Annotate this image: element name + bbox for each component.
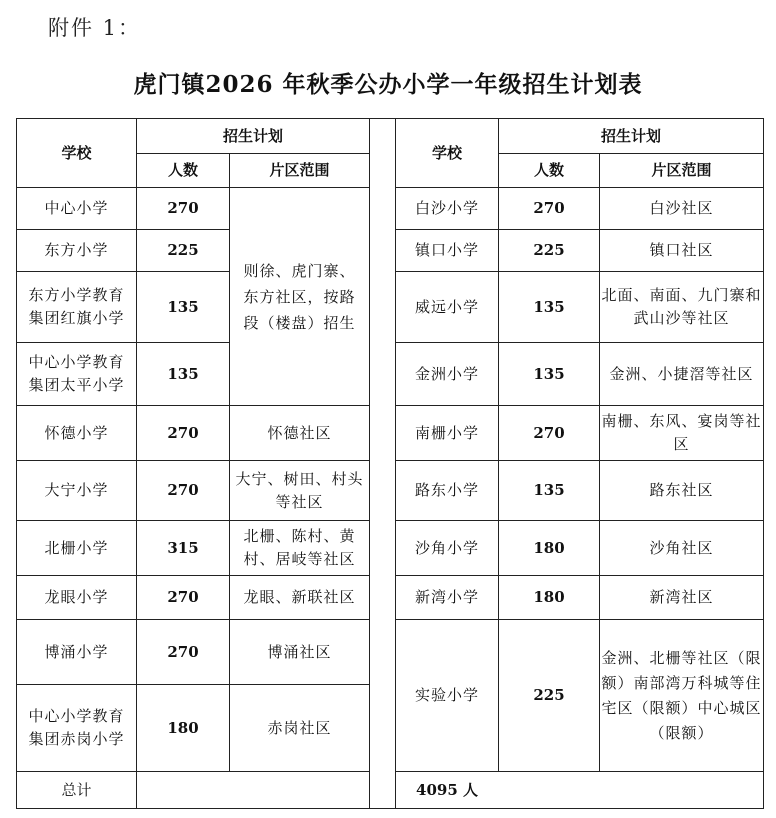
enrollment-count: 270 xyxy=(499,188,600,230)
enrollment-count: 225 xyxy=(499,230,600,272)
header-plan-left: 招生计划 xyxy=(137,119,370,154)
enrollment-count: 270 xyxy=(137,188,230,230)
column-gap xyxy=(370,119,396,809)
school-name: 新湾小学 xyxy=(396,576,499,620)
header-plan-right: 招生计划 xyxy=(499,119,764,154)
page-title: 虎门镇2026 年秋季公办小学一年级招生计划表 xyxy=(133,71,643,98)
area-range: 南栅、东风、宴岗等社区 xyxy=(600,406,764,461)
header-count-left: 人数 xyxy=(137,154,230,188)
enrollment-count: 135 xyxy=(499,343,600,406)
enrollment-count: 225 xyxy=(137,230,230,272)
school-name: 东方小学 xyxy=(17,230,137,272)
school-name: 威远小学 xyxy=(396,272,499,343)
total-value: 4095 人 xyxy=(396,772,764,809)
school-name: 大宁小学 xyxy=(17,461,137,521)
attachment-label: 附件 1： xyxy=(48,16,142,40)
school-name: 北栅小学 xyxy=(17,521,137,576)
header-row-1 xyxy=(17,119,764,154)
school-name: 东方小学教育集团红旗小学 xyxy=(17,272,137,343)
area-range: 镇口社区 xyxy=(600,230,764,272)
school-name: 镇口小学 xyxy=(396,230,499,272)
school-name: 中心小学 xyxy=(17,188,137,230)
area-range: 金洲、小捷滘等社区 xyxy=(600,343,764,406)
area-range: 北栅、陈村、黄村、居岐等社区 xyxy=(230,521,370,576)
enrollment-count: 225 xyxy=(499,620,600,772)
enrollment-count: 270 xyxy=(137,576,230,620)
enrollment-count: 180 xyxy=(499,576,600,620)
enrollment-count: 180 xyxy=(499,521,600,576)
header-area-right: 片区范围 xyxy=(600,154,764,188)
area-range: 赤岗社区 xyxy=(230,685,370,772)
area-range: 白沙社区 xyxy=(600,188,764,230)
school-name: 博涌小学 xyxy=(17,620,137,685)
enrollment-count: 270 xyxy=(137,620,230,685)
enrollment-count: 135 xyxy=(137,343,230,406)
school-name: 中心小学教育集团太平小学 xyxy=(17,343,137,406)
enrollment-count: 135 xyxy=(499,272,600,343)
enrollment-count: 315 xyxy=(137,521,230,576)
school-name: 龙眼小学 xyxy=(17,576,137,620)
school-name: 南栅小学 xyxy=(396,406,499,461)
school-name: 沙角小学 xyxy=(396,521,499,576)
header-count-right: 人数 xyxy=(499,154,600,188)
enrollment-count: 135 xyxy=(137,272,230,343)
enrollment-count: 180 xyxy=(137,685,230,772)
header-school-left: 学校 xyxy=(17,119,137,188)
enrollment-count: 270 xyxy=(499,406,600,461)
header-area-left: 片区范围 xyxy=(230,154,370,188)
header-school-right: 学校 xyxy=(396,119,499,188)
area-range: 路东社区 xyxy=(600,461,764,521)
school-name: 白沙小学 xyxy=(396,188,499,230)
enrollment-count: 135 xyxy=(499,461,600,521)
school-name: 怀德小学 xyxy=(17,406,137,461)
area-range: 怀德社区 xyxy=(230,406,370,461)
area-range: 新湾社区 xyxy=(600,576,764,620)
school-name: 中心小学教育集团赤岗小学 xyxy=(17,685,137,772)
school-name: 路东小学 xyxy=(396,461,499,521)
shared-area-range: 则徐、虎门寨、东方社区，按路段（楼盘）招生 xyxy=(230,188,370,406)
area-range: 龙眼、新联社区 xyxy=(230,576,370,620)
total-label: 总计 xyxy=(17,772,137,809)
total-value-left-span xyxy=(137,772,370,809)
enrollment-count: 270 xyxy=(137,406,230,461)
area-range: 金洲、北栅等社区（限额）南部湾万科城等住宅区（限额）中心城区（限额） xyxy=(600,620,764,772)
school-name: 金洲小学 xyxy=(396,343,499,406)
area-range: 大宁、树田、村头等社区 xyxy=(230,461,370,521)
school-name: 实验小学 xyxy=(396,620,499,772)
enrollment-count: 270 xyxy=(137,461,230,521)
enrollment-plan-table xyxy=(16,118,764,809)
area-range: 沙角社区 xyxy=(600,521,764,576)
area-range: 北面、南面、九门寨和武山沙等社区 xyxy=(600,272,764,343)
area-range: 博涌社区 xyxy=(230,620,370,685)
